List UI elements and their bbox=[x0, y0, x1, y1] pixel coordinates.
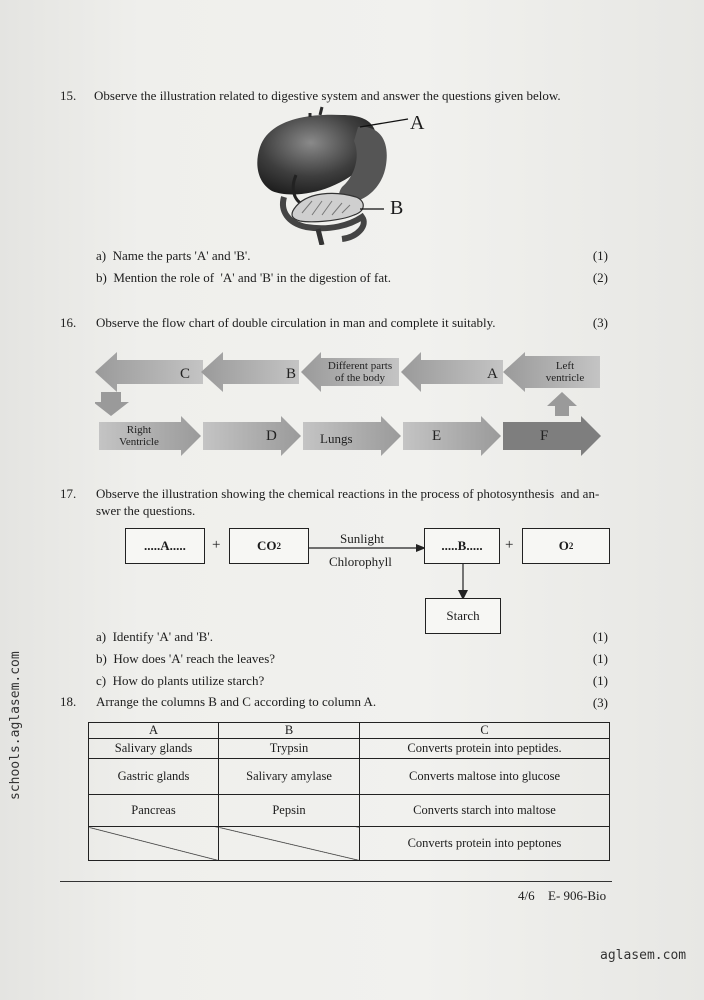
flow-label-body bbox=[322, 360, 398, 384]
flow-label-body-1: Different parts bbox=[327, 360, 393, 372]
sunlight-label: Sunlight bbox=[340, 531, 385, 546]
box-co2 bbox=[229, 528, 309, 564]
q18-question: Arrange the columns B and C according to column A. bbox=[96, 694, 377, 709]
q15-sub-a: a) Name the parts 'A' and 'B'. bbox=[96, 248, 251, 263]
table-row bbox=[89, 759, 610, 795]
q16-number: 16. bbox=[60, 315, 77, 330]
bottom-watermark: aglasem.com bbox=[600, 948, 687, 963]
flow-label-lv-2: ventricle bbox=[545, 372, 585, 384]
reaction-arrows bbox=[308, 538, 428, 648]
flow-label-e: E bbox=[432, 428, 442, 444]
arrow-down bbox=[95, 392, 129, 416]
q17-sub-c: c) How do plants utilize starch? bbox=[96, 673, 265, 688]
match-table bbox=[88, 722, 610, 861]
arrow-b bbox=[201, 352, 299, 392]
o2-text: O bbox=[558, 538, 569, 553]
cell-a: Salivary glands bbox=[89, 739, 219, 759]
label-b: B bbox=[390, 197, 404, 219]
label-a: A bbox=[410, 112, 425, 134]
box-a: .....A..... bbox=[125, 528, 205, 564]
q15-number: 15. bbox=[60, 88, 77, 103]
cell-a: Pancreas bbox=[89, 795, 219, 827]
header-c: C bbox=[360, 723, 610, 739]
q16-question: Observe the flow chart of double circulation in man and complete it suitably. bbox=[96, 315, 496, 330]
q17-sub-b: b) How does 'A' reach the leaves? bbox=[96, 651, 276, 666]
flow-label-b: B bbox=[286, 366, 297, 382]
flow-label-c: C bbox=[180, 366, 191, 382]
cell-b-blank bbox=[219, 827, 360, 861]
page-number: 4/6 bbox=[518, 888, 535, 903]
cell-c: Converts starch into maltose bbox=[360, 795, 610, 827]
cell-b: Salivary amylase bbox=[219, 759, 360, 795]
footer-rule bbox=[60, 881, 612, 882]
q16-marks: (3) bbox=[592, 315, 608, 330]
co2-sub: 2 bbox=[276, 541, 281, 551]
box-b: .....B..... bbox=[424, 528, 500, 564]
table-row bbox=[89, 739, 610, 759]
table-row bbox=[89, 827, 610, 861]
q17-question-2: swer the questions. bbox=[96, 503, 196, 518]
q15-sub-a-marks: (1) bbox=[592, 248, 608, 263]
q18-marks: (3) bbox=[592, 695, 608, 710]
paper-code: E- 906-Bio bbox=[548, 888, 607, 903]
arrow-d bbox=[203, 416, 301, 456]
co2-text: CO bbox=[257, 538, 277, 553]
box-starch: Starch bbox=[425, 598, 501, 634]
plus-2: + bbox=[505, 537, 514, 553]
table-header-row bbox=[89, 723, 610, 739]
cell-c: Converts protein into peptones bbox=[360, 827, 610, 861]
arrow-f bbox=[503, 416, 601, 456]
flow-label-lungs: Lungs bbox=[320, 431, 353, 446]
q17-sub-a: a) Identify 'A' and 'B'. bbox=[96, 629, 213, 644]
header-a: A bbox=[89, 723, 219, 739]
flow-label-body-2: of the body bbox=[334, 372, 386, 384]
cell-a: Gastric glands bbox=[89, 759, 219, 795]
cell-c: Converts maltose into glucose bbox=[360, 759, 610, 795]
flow-label-a: A bbox=[487, 366, 498, 382]
q17-sub-b-marks: (1) bbox=[592, 651, 608, 666]
q15-sub-b-marks: (2) bbox=[592, 270, 608, 285]
flow-label-lv-1: Left bbox=[555, 360, 575, 372]
flow-label-right-ventricle bbox=[104, 424, 174, 448]
flow-label-rv-1: Right bbox=[126, 424, 152, 436]
cell-a-blank bbox=[89, 827, 219, 861]
down-arrow-starch bbox=[456, 564, 470, 600]
q15-question: Observe the illustration related to digestive system and answer the questions given below. bbox=[94, 88, 561, 103]
q15-sub-b: b) Mention the role of 'A' and 'B' in the digestion of fat. bbox=[96, 270, 391, 285]
arrow-e bbox=[403, 416, 501, 456]
o2-sub: 2 bbox=[568, 541, 574, 551]
flow-label-d: D bbox=[266, 428, 277, 444]
table-row bbox=[89, 795, 610, 827]
cell-c: Converts protein into peptides. bbox=[360, 739, 610, 759]
cell-b: Pepsin bbox=[219, 795, 360, 827]
chlorophyll-label: Chlorophyll bbox=[329, 554, 392, 569]
header-b: B bbox=[219, 723, 360, 739]
q17-number: 17. bbox=[60, 486, 77, 501]
q18-number: 18. bbox=[60, 694, 77, 709]
q17-sub-c-marks: (1) bbox=[592, 673, 608, 688]
box-o2 bbox=[522, 528, 610, 564]
plus-1: + bbox=[212, 537, 221, 553]
flow-label-rv-2: Ventricle bbox=[119, 436, 159, 448]
arrow-up bbox=[547, 392, 577, 416]
flow-label-left-ventricle bbox=[530, 360, 600, 384]
q17-question-1: Observe the illustration showing the chemical reactions in the process of photosynthesis and an- bbox=[96, 486, 600, 501]
cell-b: Trypsin bbox=[219, 739, 360, 759]
side-watermark: schools.aglasem.com bbox=[8, 651, 23, 800]
q17-sub-a-marks: (1) bbox=[592, 629, 608, 644]
flow-label-f: F bbox=[540, 428, 549, 444]
